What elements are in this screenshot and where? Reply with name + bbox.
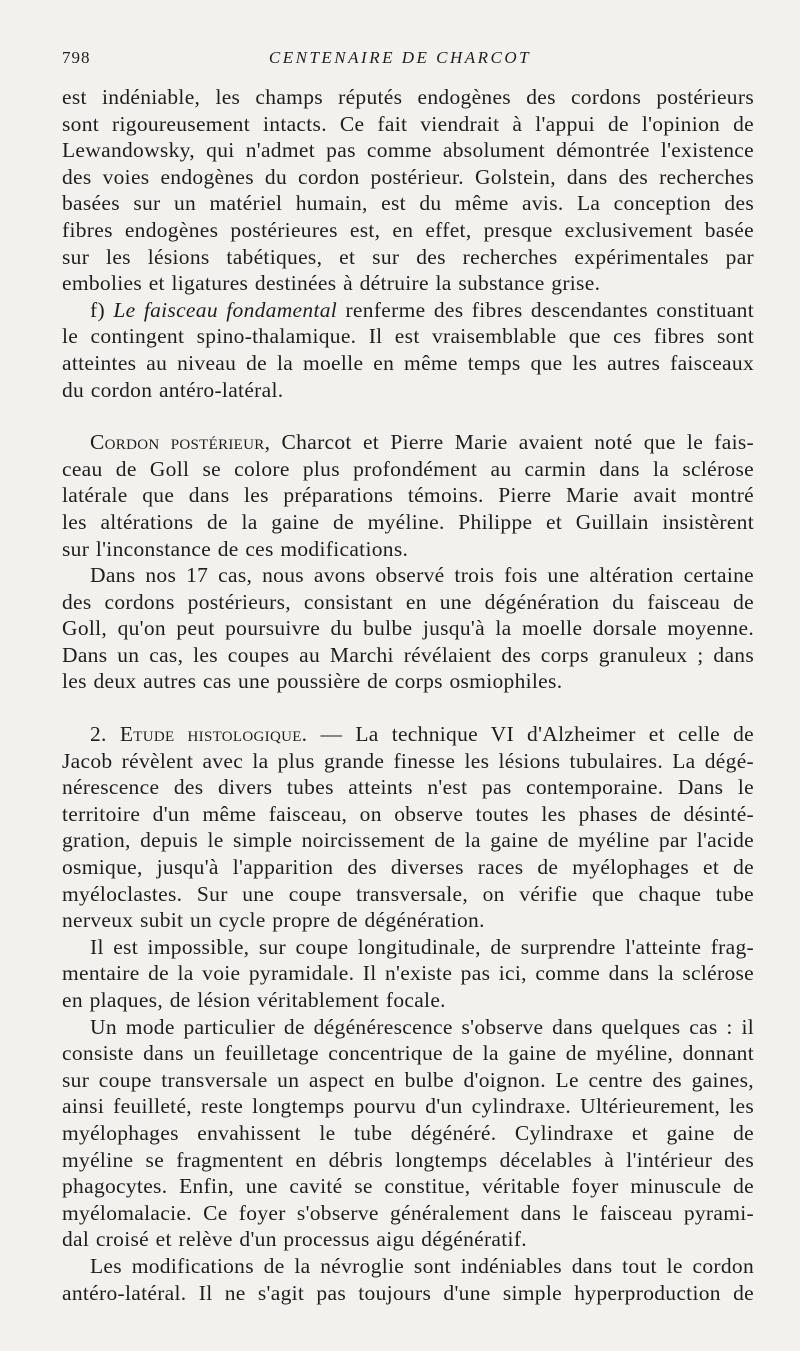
body-line: Un mode particulier de dégénérescence s'observe dans quelques cas : il [90, 1014, 754, 1039]
body-line: des cordons postérieurs, consistant en une dégénération du faisceau de [62, 589, 754, 614]
section-heading: Etude histologique. [119, 722, 308, 747]
body-line: antéro-latéral. Il ne s'agit pas toujours d'une simple hyperproduction de [62, 1280, 754, 1305]
body-line: le contingent spino-thalamique. Il est vraisemblable que ces fibres sont [62, 324, 754, 349]
section-number: 2. [90, 722, 107, 747]
body-line: nerveux subit un cycle propre de dégénération. [62, 908, 485, 933]
body-line: les altérations de la gaine de myéline. Philippe et Guillain insistèrent [62, 509, 754, 534]
body-line: Les modifications de la névroglie sont indéniables dans tout le cordon [90, 1253, 754, 1278]
body-line: sur l'inconstance de ces modifications. [62, 536, 409, 561]
line-text: renferme des fibres descendantes constituant [345, 297, 754, 322]
body-line: nérescence des divers tubes atteints n'est pas contemporaine. Dans le [62, 775, 754, 800]
body-line: est indéniable, les champs réputés endogènes des cordons postérieurs [62, 85, 754, 109]
body-line: Dans nos 17 cas, nous avons observé trois fois une altération certaine [90, 563, 754, 588]
body-line: Lewandowsky, qui n'admet pas comme absolument démontrée l'existence [62, 138, 754, 163]
body-line: du cordon antéro-latéral. [62, 377, 284, 402]
body-line: Jacob révèlent avec la plus grande finesse les lésions tubulaires. La dégé- [62, 748, 754, 773]
body-line: Goll, qu'on peut poursuivre du bulbe jusqu'à la moelle dorsale moyenne. [62, 616, 754, 641]
emphasis-term: Le faisceau fondamental [113, 297, 338, 322]
section-heading: Cordon postérieur, [90, 430, 271, 455]
body-line: des voies endogènes du cordon postérieur. Golstein, dans des recherches [62, 164, 754, 189]
body-line: myélomalacie. Ce foyer s'observe généralement dans le faisceau pyrami- [62, 1200, 754, 1225]
body-line: phagocytes. Enfin, une cavité se constitue, véritable foyer minuscule de [62, 1174, 754, 1199]
body-line: embolies et ligatures destinées à détruire la substance grise. [62, 271, 601, 296]
page-number: 798 [62, 48, 91, 67]
body-line: myélophages envahissent le tube dégénéré. Cylindraxe et gaine de [62, 1120, 754, 1145]
body-line: atteintes au niveau de la moelle en même temps que les autres faisceaux [62, 350, 754, 375]
body-line: dal croisé et relève d'un processus aigu dégénératif. [62, 1227, 527, 1252]
body-line: sur coupe transversale un aspect en bulbe d'oignon. Le centre des gaines, [62, 1067, 754, 1092]
body-line: osmique, jusqu'à l'apparition des diverses races de myélophages et de [62, 855, 754, 880]
line-text: — La technique VI d'Alzheimer et celle de [320, 722, 755, 747]
paragraph-first-line [62, 721, 754, 748]
page-header [62, 48, 738, 72]
body-line: gration, depuis le simple noircissement de la gaine de myéline par l'acide [62, 828, 754, 853]
body-line: territoire d'un même faisceau, on observe toutes les phases de désinté- [62, 801, 754, 826]
body-line: mentaire de la voie pyramidale. Il n'existe pas ici, comme dans la sclérose [62, 961, 754, 986]
body-line: consiste dans un feuilletage concentrique de la gaine de myéline, donnant [62, 1041, 754, 1066]
line-text: Charcot et Pierre Marie avaient noté que le fais- [281, 430, 754, 455]
section-gap [62, 695, 754, 721]
body-line: les deux autres cas une poussière de corps osmiophiles. [62, 669, 563, 694]
page-body [62, 84, 754, 1306]
body-line: sur les lésions tabétiques, et sur des recherches expérimentales par [62, 244, 754, 269]
paragraph-first-line [62, 297, 754, 324]
body-line: myéline se fragmentent en débris longtemps décelables à l'intérieur des [62, 1147, 754, 1172]
section-gap [62, 403, 754, 429]
body-line: ceau de Goll se colore plus profondément au carmin dans la sclérose [62, 456, 754, 481]
body-line: Il est impossible, sur coupe longitudinale, de surprendre l'atteinte frag- [90, 934, 754, 959]
body-line: fibres endogènes postérieures est, en effet, presque exclusivement basée [62, 217, 754, 242]
body-line: sont rigoureusement intacts. Ce fait viendrait à l'appui de l'opinion de [62, 111, 754, 136]
list-marker: f) [90, 297, 105, 322]
body-line: en plaques, de lésion véritablement focale. [62, 988, 446, 1012]
body-line: basées sur un matériel humain, est du même avis. La conception des [62, 191, 754, 216]
running-title: CENTENAIRE DE CHARCOT [268, 48, 532, 67]
body-line: latérale que dans les préparations témoins. Pierre Marie avait montré [62, 483, 754, 508]
body-line: Dans un cas, les coupes au Marchi révélaient des corps granuleux ; dans [62, 642, 754, 667]
body-line: myéloclastes. Sur une coupe transversale, on vérifie que chaque tube [62, 881, 754, 906]
paragraph-first-line [62, 429, 754, 456]
body-line: ainsi feuilleté, reste longtemps pourvu d'un cylindraxe. Ultérieurement, les [62, 1094, 754, 1119]
